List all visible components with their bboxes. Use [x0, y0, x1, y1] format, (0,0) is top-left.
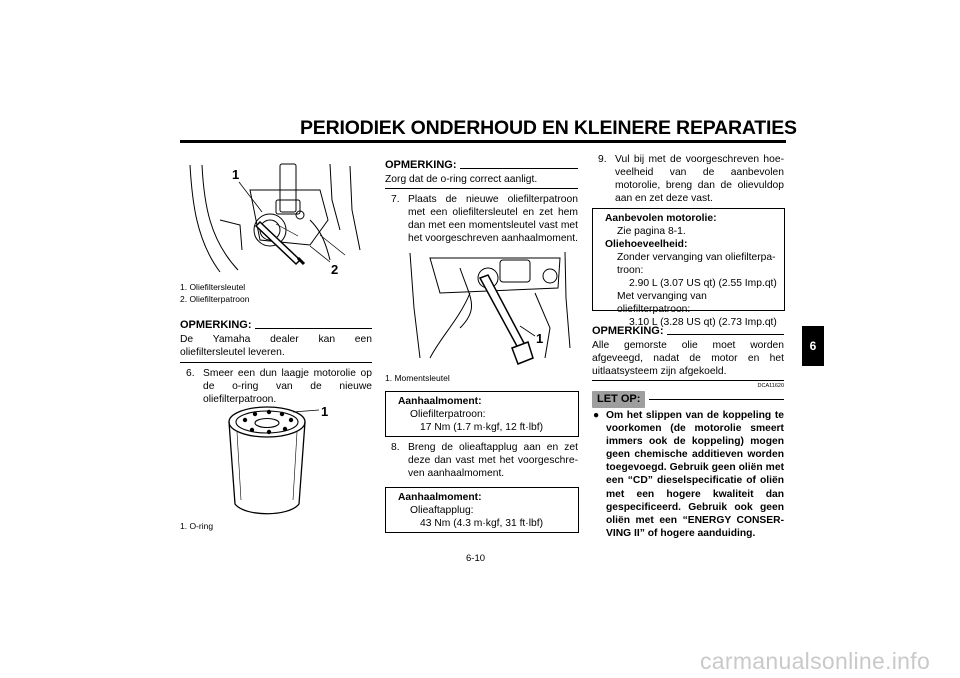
- spec-heading: Oliehoeveelheid:: [605, 239, 688, 250]
- engine-illustration: [180, 160, 375, 280]
- step-text: Smeer een dun laagje motorolie op de o-ring van de nieuwe oliefilterpatroon.: [203, 368, 372, 405]
- step-number: 7.: [391, 194, 400, 205]
- spec-heading: Aanhaalmoment:: [398, 396, 482, 407]
- note-heading-1: [180, 318, 372, 332]
- chapter-tab: 6: [802, 326, 824, 366]
- spec-box-torque-drain: [385, 487, 579, 533]
- spec-value: 43 Nm (4.3 m·kgf, 31 ft·lbf): [420, 518, 544, 529]
- torque-wrench-illustration: [400, 248, 575, 370]
- doc-code: DCA11620: [757, 383, 784, 389]
- spec-value: 2.90 L (3.07 US qt) (2.55 Imp.qt): [629, 278, 777, 289]
- step-number: 9.: [598, 154, 607, 165]
- step-7: [391, 193, 578, 245]
- note-text-3: Alle gemorste olie moet worden afgeveegd, nadat de motor en het uitlaatsysteem zijn afgekoeld.: [592, 340, 784, 377]
- note-text-2: Zorg dat de o-ring correct aanligt.: [385, 174, 538, 185]
- figure-o-ring: [225, 392, 335, 522]
- note-label: OPMERKING:: [180, 319, 252, 331]
- spec-box-oil: [592, 208, 785, 328]
- figure-caption-o-ring: 1. O-ring: [180, 521, 214, 531]
- spec-heading: Aanhaalmoment:: [398, 492, 482, 503]
- step-text: Vul bij met de voorgeschreven hoeveelheid van de aanbevolen motorolie, breng dan de olievuldop aan en zet deze vast.: [615, 154, 784, 204]
- spec-item: Oliefilterpatroon:: [410, 409, 486, 420]
- callout-1: 1: [232, 167, 240, 182]
- figure-caption-1: 1. Oliefiltersleutel: [180, 282, 246, 292]
- title-rule: [180, 140, 786, 143]
- note-rule-3: [592, 380, 784, 381]
- spec-value: 3.10 L (3.28 US qt) (2.73 Imp.qt): [629, 317, 777, 328]
- spec-line: Zonder vervanging van oliefilterpa-: [617, 252, 776, 263]
- spec-line: Met vervanging van oliefilterpatroon:: [617, 291, 707, 315]
- note-label: OPMERKING:: [592, 325, 664, 337]
- step-number: 6.: [186, 368, 195, 379]
- note-heading-2: [385, 158, 578, 172]
- page-number: 6-10: [466, 553, 486, 564]
- step-text: Plaats de nieuwe oliefilterpatroon met een oliefiltersleutel en zet hem dan met een momentsleutel vast met het voorgeschreven aanhaalmoment.: [408, 194, 579, 244]
- bullet-dot-icon: ●: [593, 410, 600, 421]
- figure-torque-wrench: [400, 248, 575, 370]
- callout-1: 1: [536, 331, 544, 346]
- spec-line: Zie pagina 8-1.: [617, 226, 686, 237]
- note-rule-2: [385, 188, 578, 189]
- callout-leader: [520, 326, 535, 336]
- note-text-1: De Yamaha dealer kan een oliefiltersleutel leveren.: [180, 334, 372, 358]
- oil-filter-illustration: [225, 392, 335, 522]
- figure-caption-momentsleutel: 1. Momentsleutel: [385, 373, 450, 383]
- step-8: [391, 441, 578, 480]
- spec-box-torque-filter: [385, 391, 579, 437]
- callout-1: 1: [321, 404, 329, 419]
- callout-leader: [293, 410, 319, 412]
- note-label: OPMERKING:: [385, 159, 457, 171]
- spec-heading: Aanbevolen motorolie:: [605, 213, 717, 224]
- caution-text: Om het slippen van de koppeling te voorkomen (de motorolie smeert immers ook de koppeling) mogen geen chemische additieven worden toegevoegd. Gebruik geen oliën met een “CD” dieselspecificatie of oliën met een hogere kwaliteit dan gespecificeerd. Gebruik ook geen oliën met een “ENERGY CONSERVING II” of hogere aanduiding.: [606, 410, 784, 539]
- caution-heading: [592, 391, 784, 408]
- step-text: Breng de olieaftapplug aan en zet deze dan vast met het voorgeschreven aanhaalmoment.: [408, 442, 578, 479]
- callout-2: 2: [331, 262, 339, 277]
- spec-value: 17 Nm (1.7 m·kgf, 12 ft·lbf): [420, 422, 544, 433]
- watermark: carmanualsonline.info: [700, 648, 931, 674]
- step-9: [598, 153, 784, 205]
- caution-bullet: [592, 409, 784, 540]
- note-rule-1: [180, 362, 372, 363]
- caution-badge: LET OP:: [592, 391, 645, 408]
- spec-line: troon:: [617, 265, 644, 276]
- callout-leader: [239, 182, 262, 212]
- note-heading-3: [592, 324, 784, 338]
- spec-item: Olieaftapplug:: [410, 505, 474, 516]
- step-number: 8.: [391, 442, 400, 453]
- page-title: PERIODIEK ONDERHOUD EN KLEINERE REPARATIES: [300, 117, 797, 139]
- figure-caption-2: 2. Oliefilterpatroon: [180, 294, 250, 304]
- figure-oil-filter-wrench: [180, 160, 375, 280]
